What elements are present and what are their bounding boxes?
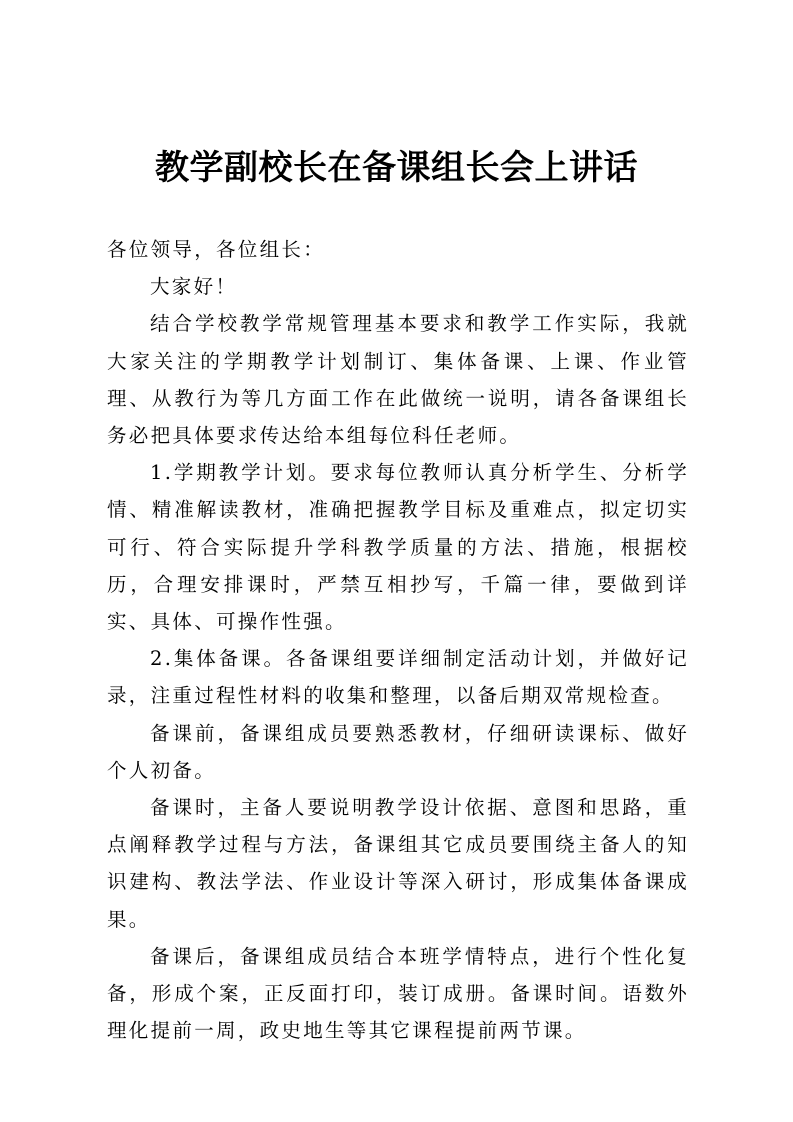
greeting: 大家好！ bbox=[150, 275, 238, 299]
paragraph-collective-prep: 2.集体备课。各备课组要详细制定活动计划，并做好记录，注重过程性材料的收集和整理，以备后期双常规检查。 bbox=[107, 647, 689, 708]
paragraph-during-prep: 备课时，主备人要说明教学设计依据、意图和思路，重点阐释教学过程与方法，备课组其它成员要围绕主备人的知识建构、教法学法、作业设计等深入研讨，形成集体备课成果。 bbox=[107, 796, 689, 931]
paragraph-before-prep: 备课前，备课组成员要熟悉教材，仔细研读课标、做好个人初备。 bbox=[107, 721, 689, 782]
paragraph-after-prep: 备课后，备课组成员结合本班学情特点，进行个性化复备，形成个案，正反面打印，装订成册。备课时间。语数外理化提前一周，政史地生等其它课程提前两节课。 bbox=[107, 944, 689, 1043]
salutation: 各位领导，各位组长： bbox=[107, 238, 326, 261]
document-title: 教学副校长在备课组长会上讲话 bbox=[155, 148, 638, 188]
document-body bbox=[107, 231, 689, 1049]
paragraph-intro: 结合学校教学常规管理基本要求和教学工作实际，我就大家关注的学期教学计划制订、集体备课、上课、作业管理、从教行为等几方面工作在此做统一说明，请各备课组长务必把具体要求传达给本组每位科任老师。 bbox=[107, 312, 689, 448]
paragraph-teaching-plan: 1.学期教学计划。要求每位教师认真分析学生、分析学情、精准解读教材，准确把握教学目标及重难点，拟定切实可行、符合实际提升学科教学质量的方法、措施，根据校历，合理安排课时，严禁互相抄写，千篇一律，要做到详实、具体、可操作性强。 bbox=[107, 461, 689, 634]
